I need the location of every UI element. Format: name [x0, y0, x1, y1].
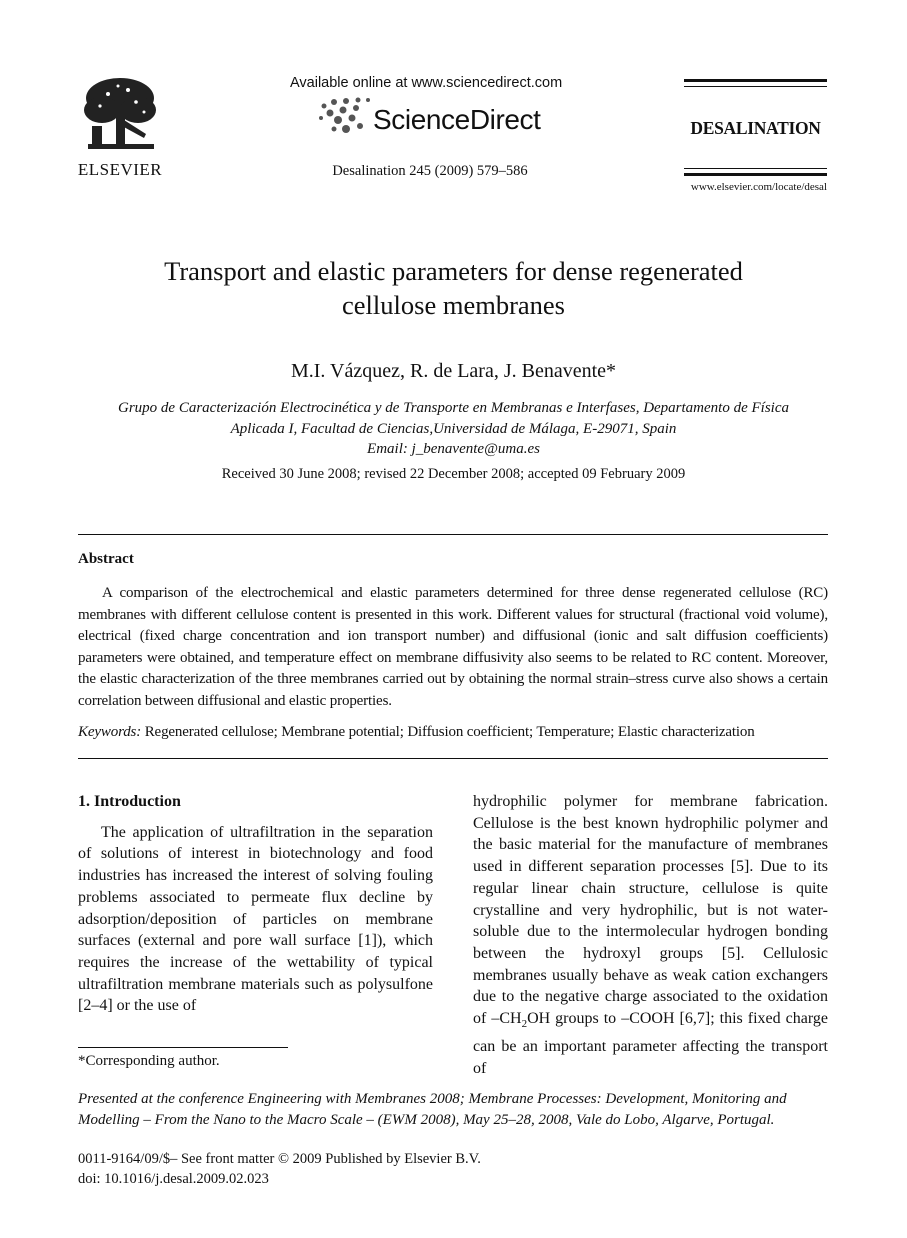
col2-text-a: hydrophilic polymer for membrane fabrication. Cellulose is the best known hydrophilic polymer and the basic material for the manufacture of membranes used in different separation processes [5]. Due to its regular linear chain structure, cellulose is quite crystalline and very hydrophilic, but is not water-soluble due to the intermolecular hydrogen bonding between the hydroxyl groups [5]. Cellulosic membranes usually behave as weak cation exchangers due to the negative charge associated to the oxidation of –CH — [473, 793, 828, 1028]
intro-paragraph-continued — [473, 791, 828, 1079]
affiliation — [70, 398, 837, 460]
affiliation-line-2: Aplicada I, Facultad de Ciencias,Universidad de Málaga, E-29071, Spain — [230, 420, 677, 437]
publisher-name: ELSEVIER — [77, 160, 163, 179]
received-dates: Received 30 June 2008; revised 22 December 2008; accepted 09 February 2009 — [221, 466, 686, 482]
author-email[interactable]: Email: j_benavente@uma.es — [367, 441, 540, 457]
authors: M.I. Vázquez, R. de Lara, J. Benavente* — [290, 360, 617, 382]
section-heading-introduction: 1. Introduction — [78, 793, 181, 810]
copyright-block — [78, 1150, 481, 1189]
title-line-2: cellulose membranes — [342, 290, 565, 320]
keywords-list: Regenerated cellulose; Membrane potential; Diffusion coefficient; Temperature; Elastic characterization — [144, 724, 755, 740]
sciencedirect-wordmark: ScienceDirect — [373, 104, 541, 135]
journal-rule-top-thin — [684, 86, 827, 87]
issn-copyright: 0011-9164/09/$– See front matter © 2009 Published by Elsevier B.V. — [78, 1151, 481, 1167]
keywords-label: Keywords: — [78, 724, 142, 740]
abstract-heading: Abstract — [78, 551, 134, 567]
subscript-2: 2 — [521, 1018, 528, 1031]
journal-rule-bottom-thin — [684, 168, 827, 169]
abstract-text: A comparison of the electrochemical and elastic parameters determined for three dense regenerated cellulose (RC) membranes with different cellulose content is presented in this work. Different values for structural (fractional void volume), electrical (fixed charge concentration and ion transport number) and diffusional (ionic and salt diffusion coefficients) parameters were obtained, and temperature effect on membrane diffusivity also seems to be related to RC content. Moreover, the elastic characterization of the three membranes carried out by obtaining the normal strain–stress curve also shows a certain correlation between diffusional and elastic properties. — [78, 585, 828, 709]
col2-text-b: OH groups to –COOH [6,7]; this fixed charge can be an important parameter affecting the transport of — [473, 1010, 828, 1077]
footnote-corresponding-author: *Corresponding author. — [78, 1053, 220, 1069]
elsevier-logo — [74, 76, 166, 180]
body-column-left — [78, 791, 433, 1017]
journal-rule-bottom — [684, 173, 827, 176]
article-title — [80, 254, 827, 322]
abstract-rule-bottom — [78, 758, 828, 759]
intro-paragraph: The application of ultrafiltration in the separation of solutions of interest in biotechnology and food industries has increased the interest of solving fouling problems associated to permeate flux decline by adsorption/deposition of particles on membrane surfaces (external and pore wall surface [1]), which requires the increase of the wettability of typical ultrafiltration membrane materials such as polysulfone [2–4] or the use of — [78, 823, 433, 1015]
doi[interactable]: doi: 10.1016/j.desal.2009.02.023 — [78, 1170, 269, 1187]
conference-line-1: Presented at the conference Engineering with Membranes 2008; Membrane Processes: Development, Monitoring and — [78, 1091, 787, 1107]
journal-name: DESALINATION — [690, 118, 821, 138]
keywords — [78, 724, 830, 741]
elsevier-tree-icon — [78, 76, 162, 158]
footnote-rule — [78, 1047, 288, 1048]
journal-rule-top — [684, 79, 827, 82]
conference-line-2: Modelling – From the Nano to the Macro Scale – (EWM 2008), May 25–28, 2008, Vale do Lobo, Algarve, Portugal. — [78, 1112, 775, 1128]
sciencedirect-dots-icon — [316, 96, 378, 136]
body-column-right — [473, 791, 828, 1079]
available-online: Available online at www.sciencedirect.com — [290, 75, 563, 91]
journal-reference: Desalination 245 (2009) 579–586 — [332, 163, 528, 179]
title-line-1: Transport and elastic parameters for dense regenerated — [164, 256, 743, 286]
conference-note — [78, 1089, 830, 1131]
affiliation-line-1: Grupo de Caracterización Electrocinética y de Transporte en Membranas e Interfases, Departamento de Física — [118, 400, 789, 416]
abstract-rule-top — [78, 534, 828, 535]
journal-url[interactable]: www.elsevier.com/locate/desal — [690, 181, 827, 193]
